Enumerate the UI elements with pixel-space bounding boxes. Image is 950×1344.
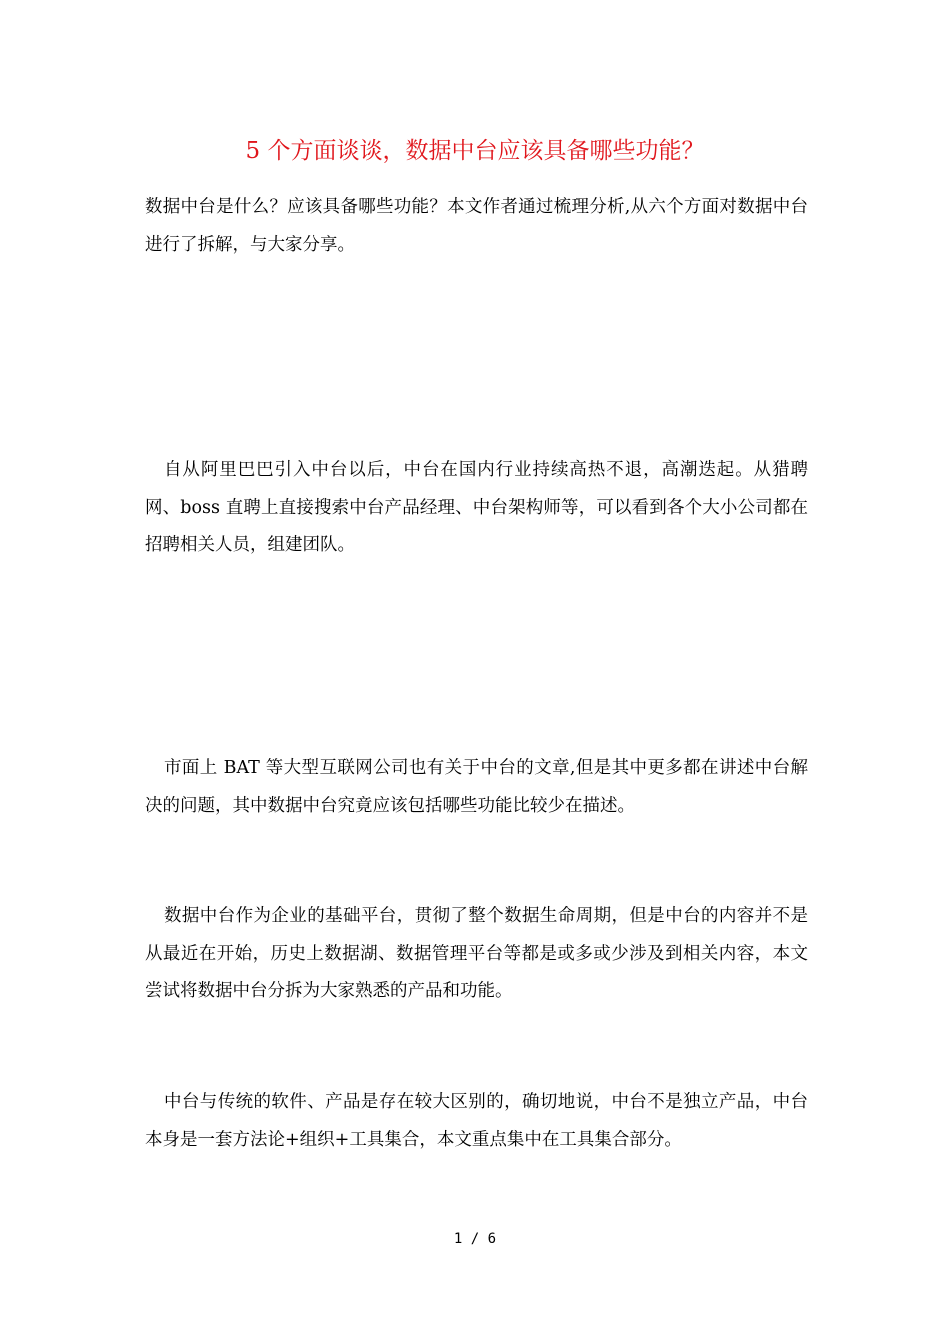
body-paragraph-3: 数据中台作为企业的基础平台，贯彻了整个数据生命周期，但是中台的内容并不是从最近在开始，历史上数据湖、数据管理平台等都是或多或少涉及到相关内容，本文尝试将数据中台分拆为大家熟悉的产品和功能。 — [145, 906, 808, 1001]
intro-paragraph: 数据中台是什么？应该具备哪些功能？本文作者通过梳理分析,从六个方面对数据中台进行了拆解，与大家分享。 — [145, 197, 808, 255]
page-number: 1 / 6 — [453, 1231, 497, 1247]
body-paragraph-1: 自从阿里巴巴引入中台以后，中台在国内行业持续高热不退，高潮迭起。从猎聘网、boss 直聘上直接搜索中台产品经理、中台架构师等，可以看到各个大小公司都在招聘相关人员，组建团队。 — [145, 460, 808, 555]
body-paragraph-4: 中台与传统的软件、产品是存在较大区别的，确切地说，中台不是独立产品，中台本身是一套方法论+组织+工具集合，本文重点集中在工具集合部分。 — [145, 1092, 808, 1150]
document-title: 5 个方面谈谈，数据中台应该具备哪些功能？ — [245, 138, 705, 164]
body-paragraph-2: 市面上 BAT 等大型互联网公司也有关于中台的文章,但是其中更多都在讲述中台解决的问题，其中数据中台究竟应该包括哪些功能比较少在描述。 — [145, 758, 808, 816]
